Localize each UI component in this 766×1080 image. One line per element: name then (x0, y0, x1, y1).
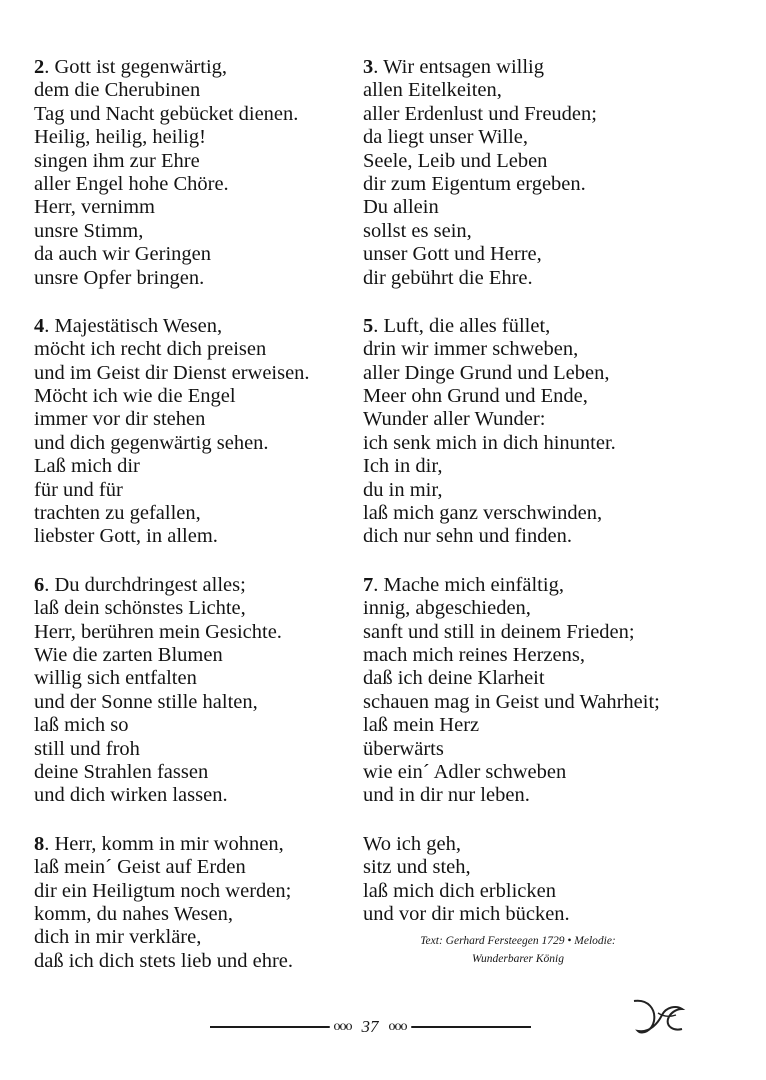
verse-line-text: deine Strahlen fassen (34, 760, 209, 783)
verse-line (34, 525, 354, 548)
credit-line: Wunderbarer König (472, 953, 564, 966)
verse-line (363, 455, 743, 478)
verse-line (363, 408, 743, 431)
verse-line (34, 950, 354, 973)
verse-line (363, 667, 743, 690)
verse-line-text: und dich gegenwärtig sehen. (34, 431, 269, 454)
verse-line-text: Heilig, heilig, heilig! (34, 126, 206, 149)
verse-line (34, 761, 354, 784)
verse-line-text: laß mich dich erblicken (363, 879, 556, 902)
verse-line (363, 621, 743, 644)
verse-line-text: Herr, berühren mein Gesichte. (34, 620, 282, 643)
footer-rule-right (411, 1026, 531, 1028)
verse-line (34, 150, 354, 173)
verse-line (34, 79, 354, 102)
verse-line-text: unsre Stimm, (34, 219, 144, 242)
verse-line (34, 220, 354, 243)
verse-line-text: schauen mag in Geist und Wahrheit; (363, 690, 660, 713)
verse-line-text: unser Gott und Herre, (363, 243, 542, 266)
verse-line: 5. Luft, die alles füllet, (363, 314, 551, 337)
verse-line (34, 856, 354, 879)
verse-3 (363, 56, 743, 290)
verse-line-text: da liegt unser Wille, (363, 126, 529, 149)
verse-line-text: möcht ich recht dich preisen (34, 338, 267, 361)
verse-line-text: Tag und Nacht gebücket dienen. (34, 102, 299, 125)
verse-line (363, 502, 743, 525)
verse-line-text: Luft, die alles füllet, (383, 314, 551, 337)
verse-line (363, 738, 743, 761)
footer-dots-right: ooo (388, 1019, 407, 1034)
verse-line: 4. Majestätisch Wesen, (34, 314, 223, 337)
verse-line (363, 880, 743, 903)
verse-line-text: Mache mich einfältig, (383, 573, 564, 596)
verse-line-text: Möcht ich wie die Engel (34, 385, 236, 408)
verse-line-text: Du durchdringest alles; (54, 573, 246, 596)
verse-line (363, 196, 743, 219)
verse-line-text: du in mir, (363, 478, 443, 501)
verse-line-text: und im Geist dir Dienst erweisen. (34, 361, 310, 384)
verse-line-text: drin wir immer schweben, (363, 338, 579, 361)
verse-line (34, 667, 354, 690)
verse-line (363, 833, 743, 856)
verse-line (34, 926, 354, 949)
verse-line-text: komm, du nahes Wesen, (34, 902, 233, 925)
verse-line (34, 880, 354, 903)
verse-line (363, 761, 743, 784)
verse-line-text: für und für (34, 478, 123, 501)
verse-line-text: Herr, vernimm (34, 196, 155, 219)
verse-line-text: Wir entsagen willig (383, 56, 544, 78)
verse-line-text: Seele, Leib und Leben (363, 149, 548, 172)
verse-number: 4 (34, 314, 45, 337)
verse-line: 6. Du durchdringest alles; (34, 573, 246, 596)
verse-line-text: daß ich deine Klarheit (363, 667, 545, 690)
verse-line-text: ich senk mich in dich hinunter. (363, 431, 616, 454)
verse-line-text: Laß mich dir (34, 455, 140, 478)
verse-line-text: allen Eitelkeiten, (363, 79, 502, 102)
verse-number: 8 (34, 832, 45, 855)
credit-line: Text: Gerhard Fersteegen 1729 • Melodie: (420, 935, 616, 948)
verse-line-text: dir ein Heiligtum noch werden; (34, 879, 292, 902)
verse-line (363, 173, 743, 196)
verse-line-text: willig sich entfalten (34, 667, 197, 690)
verse-line-text: laß mein Herz (363, 714, 480, 737)
verse-line (363, 267, 743, 290)
verse-line (34, 432, 354, 455)
verse-line-text: wie ein´ Adler schweben (363, 760, 567, 783)
verse-line (363, 714, 743, 737)
verse-6 (34, 574, 354, 808)
flourish-ornament-icon (628, 995, 688, 1040)
right-column (363, 56, 743, 968)
verse-line (363, 243, 743, 266)
verse-line (34, 784, 354, 807)
verse-line (34, 103, 354, 126)
verse-line-text: und in dir nur leben. (363, 784, 530, 807)
verse-line (363, 691, 743, 714)
verse-line-text: Majestätisch Wesen, (54, 314, 223, 337)
verse-line-text: da auch wir Geringen (34, 243, 212, 266)
verse-line (363, 432, 743, 455)
verse-line-text: Gott ist gegenwärtig, (54, 56, 228, 78)
verse-line-text: laß mich ganz verschwinden, (363, 502, 603, 525)
verse-line (363, 385, 743, 408)
verse-line-text: sanft und still in deinem Frieden; (363, 620, 635, 643)
verse-line (34, 338, 354, 361)
page-footer (185, 1012, 555, 1042)
verse-line-text: aller Erdenlust und Freuden; (363, 102, 597, 125)
verse-line (363, 784, 743, 807)
verse-line (34, 502, 354, 525)
verse-line-text: dir gebührt die Ehre. (363, 266, 533, 289)
verse-line-text: still und froh (34, 737, 140, 760)
verse-line-text: aller Engel hohe Chöre. (34, 172, 229, 195)
verse-line-text: laß dein schönstes Lichte, (34, 597, 246, 620)
verse-line (34, 644, 354, 667)
verse-line-text: und vor dir mich bücken. (363, 902, 570, 925)
verse-line (34, 385, 354, 408)
verse-number: 3 (363, 56, 374, 78)
verse-line: 8. Herr, komm in mir wohnen, (34, 832, 284, 855)
verse-line (34, 738, 354, 761)
verse-4 (34, 315, 354, 549)
verse-line (363, 150, 743, 173)
verse-line-text: dich in mir verkläre, (34, 926, 202, 949)
verse-line (363, 338, 743, 361)
verse-line (34, 903, 354, 926)
verse-line-text: mach mich reines Herzens, (363, 643, 585, 666)
verse-line: 3. Wir entsagen willig (363, 56, 544, 78)
verse-line-text: Wo ich geh, (363, 832, 461, 855)
verse-line-text: sitz und steh, (363, 856, 471, 879)
verse-line-text: laß mich so (34, 714, 129, 737)
verse-line-text: dem die Cherubinen (34, 79, 201, 102)
verse-line-text: Herr, komm in mir wohnen, (54, 832, 284, 855)
verse-line (363, 903, 743, 926)
verse-line (363, 597, 743, 620)
verse-line-text: aller Dinge Grund und Leben, (363, 361, 610, 384)
verse-line-text: innig, abgeschieden, (363, 597, 531, 620)
verse-line (363, 525, 743, 548)
verse-line-text: überwärts (363, 737, 444, 760)
verse-line (363, 220, 743, 243)
verse-line-text: daß ich dich stets lieb und ehre. (34, 949, 294, 972)
verse-line (363, 362, 743, 385)
verse-line-text: Wunder aller Wunder: (363, 408, 546, 431)
verse-2 (34, 56, 354, 290)
verse-line-text: dir zum Eigentum ergeben. (363, 172, 586, 195)
verse-line-text: singen ihm zur Ehre (34, 149, 200, 172)
verse-line-text: Meer ohn Grund und Ende, (363, 385, 588, 408)
verse-line (34, 362, 354, 385)
verse-line (34, 691, 354, 714)
verse-line-text: unsre Opfer bringen. (34, 266, 205, 289)
verse-line-text: Ich in dir, (363, 455, 443, 478)
verse-number: 2 (34, 56, 45, 78)
verse-refrain (363, 833, 743, 927)
verse-line (34, 408, 354, 431)
verse-number: 6 (34, 573, 45, 596)
verse-number: 5 (363, 314, 374, 337)
verse-line (363, 126, 743, 149)
verse-line-text: und dich wirken lassen. (34, 784, 228, 807)
verse-line-text: dich nur sehn und finden. (363, 525, 572, 548)
verse-line (34, 597, 354, 620)
verse-line (363, 479, 743, 502)
verse-line-text: immer vor dir stehen (34, 408, 206, 431)
verse-line (363, 79, 743, 102)
verse-line-text: trachten zu gefallen, (34, 502, 201, 525)
verse-line-text: laß mein´ Geist auf Erden (34, 856, 246, 879)
verse-line (34, 196, 354, 219)
verse-line (363, 856, 743, 879)
verse-8 (34, 833, 354, 973)
footer-dots-left: ooo (333, 1019, 352, 1034)
verse-line (34, 479, 354, 502)
verse-line-text: Du allein (363, 196, 439, 219)
verse-line (34, 243, 354, 266)
verse-line-text: und der Sonne stille halten, (34, 690, 258, 713)
verse-line (34, 173, 354, 196)
verse-line (34, 126, 354, 149)
hymn-credit (368, 932, 668, 968)
verse-line (34, 621, 354, 644)
verse-line (34, 455, 354, 478)
verse-number: 7 (363, 573, 374, 596)
verse-5 (363, 315, 743, 549)
verse-line-text: Wie die zarten Blumen (34, 643, 223, 666)
verse-line (363, 644, 743, 667)
verse-line (34, 714, 354, 737)
verse-7 (363, 574, 743, 808)
left-column (34, 56, 354, 973)
footer-rule-left (210, 1026, 330, 1028)
verse-line (363, 103, 743, 126)
verse-line-text: liebster Gott, in allem. (34, 525, 218, 548)
page-number: 37 (361, 1017, 379, 1036)
verse-line-text: sollst es sein, (363, 219, 472, 242)
verse-line: 2. Gott ist gegenwärtig, (34, 56, 228, 78)
verse-line (34, 267, 354, 290)
verse-line: 7. Mache mich einfältig, (363, 573, 564, 596)
